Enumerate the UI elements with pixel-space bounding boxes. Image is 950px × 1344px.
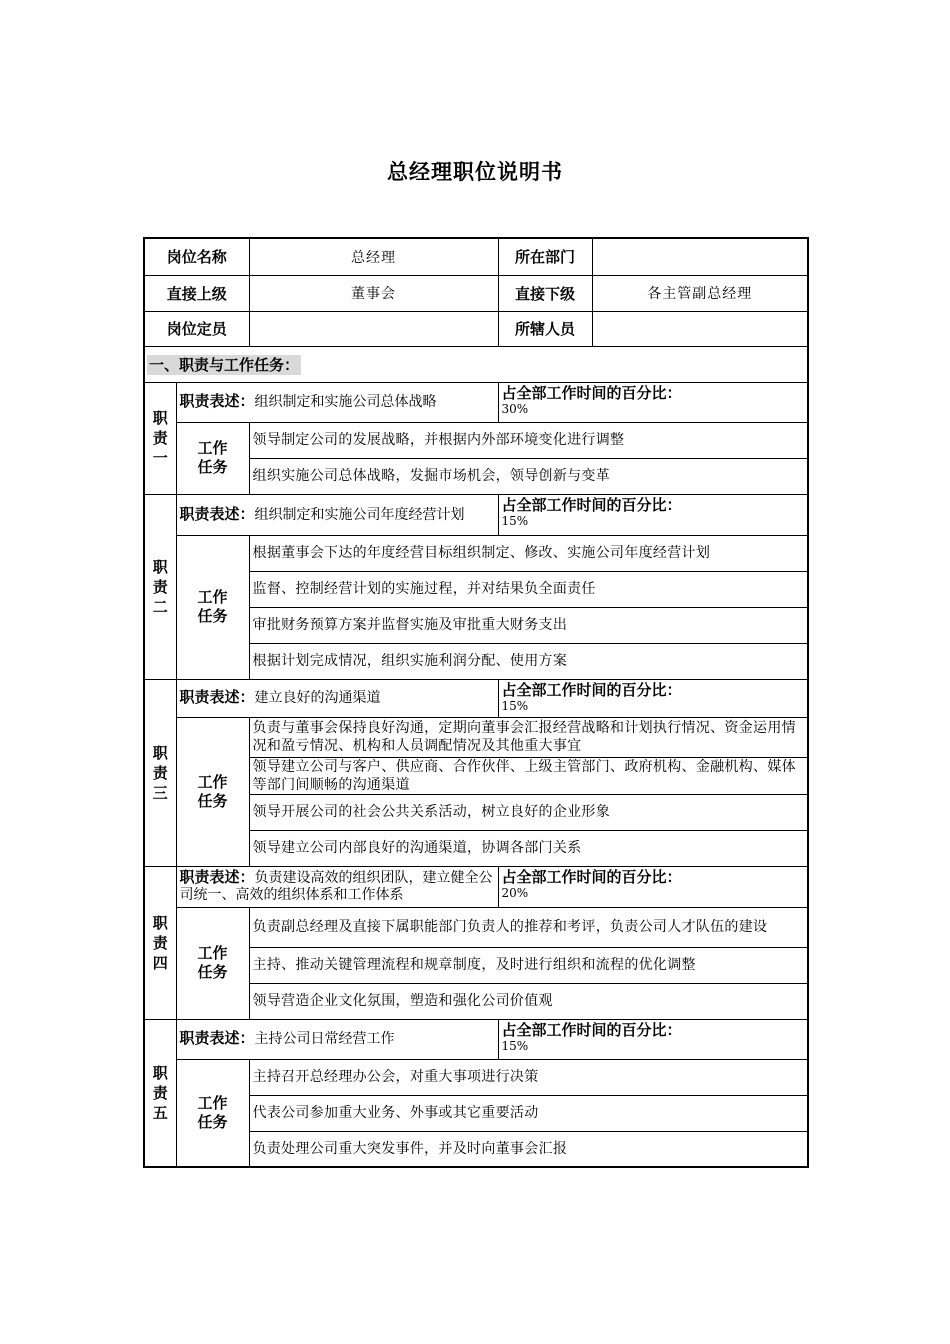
task-item: 负责与董事会保持良好沟通，定期向董事会汇报经营战略和计划执行情况、资金运用情况和盈亏情况、机构和人员调配情况及其他重大事宜 (249, 717, 808, 757)
duty-label (144, 382, 176, 494)
percent-label: 占全部工作时间的百分比： (501, 383, 682, 402)
duty-description-text: 组织制定和实施公司年度经营计划 (254, 506, 465, 523)
task-item: 领导开展公司的社会公共关系活动，树立良好的企业形象 (249, 794, 808, 830)
duty-description (176, 382, 498, 422)
duty-description (176, 866, 498, 907)
duty-description-text: 负责建设高效的组织团队，建立健全公司统一、高效的组织体系和工作体系 (179, 870, 493, 903)
desc-label: 职责表述： (179, 504, 255, 523)
task-label-line: 任务 (197, 791, 228, 810)
task-label-line: 任务 (197, 607, 228, 625)
duty-label (144, 1019, 176, 1167)
percent-value: 15% (501, 1038, 529, 1053)
task-label-line: 任务 (197, 963, 228, 981)
task-label-line: 任务 (197, 458, 228, 476)
percent-value: 15% (501, 513, 529, 528)
duty-desc-row (144, 1019, 808, 1059)
duty-description (176, 1019, 498, 1059)
percent-label: 占全部工作时间的百分比： (501, 1020, 682, 1039)
task-label-line: 工作 (197, 439, 228, 457)
headcount-value (249, 311, 498, 346)
task-label-line: 工作 (197, 944, 228, 962)
percent-label: 占全部工作时间的百分比： (501, 867, 682, 886)
subordinate-value: 各主管副总经理 (592, 275, 808, 311)
headcount-label: 岗位定员 (144, 311, 249, 346)
duty-label-char: 一 (152, 449, 168, 467)
task-label-line: 工作 (197, 1093, 228, 1112)
duty-label-char: 五 (152, 1103, 168, 1122)
task-row (144, 535, 808, 571)
task-label-line: 工作 (197, 588, 228, 606)
header-row-1 (144, 238, 808, 275)
duty-label-char: 三 (152, 783, 168, 802)
duty-label-char: 责 (152, 429, 168, 447)
task-item: 根据计划完成情况，组织实施利润分配、使用方案 (249, 643, 808, 679)
duty-percent-cell (498, 866, 808, 907)
task-label (176, 907, 249, 1019)
task-item: 主持召开总经理办公会，对重大事项进行决策 (249, 1059, 808, 1095)
duty-percent-cell (498, 382, 808, 422)
duty-label-char: 责 (152, 577, 168, 596)
task-row (144, 1059, 808, 1095)
duty-description (176, 679, 498, 717)
duty-desc-row (144, 494, 808, 535)
task-label (176, 1059, 249, 1167)
page-title: 总经理职位说明书 (387, 160, 563, 184)
task-item: 组织实施公司总体战略，发掘市场机会，领导创新与变革 (249, 458, 808, 494)
duty-desc-row (144, 382, 808, 422)
task-item: 领导建立公司与客户、供应商、合作伙伴、上级主管部门、政府机构、金融机构、媒体等部门间顺畅的沟通渠道 (249, 757, 808, 794)
task-row (144, 717, 808, 757)
desc-label: 职责表述： (179, 868, 255, 886)
percent-value: 20% (501, 885, 529, 900)
duty-label-char: 职 (152, 913, 168, 932)
duty-label-char: 职 (152, 743, 168, 762)
desc-label: 职责表述： (179, 392, 255, 410)
task-row (144, 907, 808, 947)
task-item: 代表公司参加重大业务、外事或其它重要活动 (249, 1095, 808, 1131)
duty-percent-cell (498, 679, 808, 717)
section-title: 一、职责与工作任务： (144, 346, 808, 382)
job-description-table (143, 237, 809, 1168)
task-item: 主持、推动关键管理流程和规章制度，及时进行组织和流程的优化调整 (249, 947, 808, 983)
duty-label-char: 二 (152, 597, 168, 616)
task-label-line: 工作 (197, 772, 228, 791)
department-label: 所在部门 (498, 238, 592, 275)
task-item: 审批财务预算方案并监督实施及审批重大财务支出 (249, 607, 808, 643)
task-label-line: 任务 (197, 1112, 228, 1131)
task-item: 根据董事会下达的年度经营目标组织制定、修改、实施公司年度经营计划 (249, 535, 808, 571)
duty-desc-row (144, 679, 808, 717)
staff-label: 所辖人员 (498, 311, 592, 346)
duty-description-text: 组织制定和实施公司总体战略 (254, 394, 437, 410)
duty-label-char: 职 (152, 1063, 168, 1082)
department-value (592, 238, 808, 275)
task-item: 负责处理公司重大突发事件，并及时向董事会汇报 (249, 1131, 808, 1167)
duty-label-char: 职 (152, 409, 168, 427)
task-row (144, 422, 808, 458)
task-item: 负责副总经理及直接下属职能部门负责人的推荐和考评，负责公司人才队伍的建设 (249, 907, 808, 947)
duty-label-char: 职 (152, 557, 168, 576)
task-label (176, 422, 249, 494)
duty-description-text: 主持公司日常经营工作 (254, 1031, 395, 1047)
duties-body (144, 382, 808, 1167)
duty-label (144, 494, 176, 679)
percent-label: 占全部工作时间的百分比： (501, 680, 682, 699)
duty-label (144, 679, 176, 866)
staff-value (592, 311, 808, 346)
section-row (144, 346, 808, 382)
task-item: 监督、控制经营计划的实施过程，并对结果负全面责任 (249, 571, 808, 607)
task-label (176, 717, 249, 866)
duty-description-text: 建立良好的沟通渠道 (254, 690, 381, 706)
position-name-value: 总经理 (249, 238, 498, 275)
duty-label (144, 866, 176, 1019)
subordinate-label: 直接下级 (498, 275, 592, 311)
task-item: 领导营造企业文化氛围，塑造和强化公司价值观 (249, 983, 808, 1019)
task-item: 领导制定公司的发展战略，并根据内外部环境变化进行调整 (249, 422, 808, 458)
duty-percent-cell (498, 494, 808, 535)
duty-desc-row (144, 866, 808, 907)
desc-label: 职责表述： (179, 688, 255, 706)
header-row-3 (144, 311, 808, 346)
percent-label: 占全部工作时间的百分比： (501, 495, 682, 514)
duty-label-char: 责 (152, 1083, 168, 1102)
percent-value: 15% (501, 698, 529, 713)
percent-value: 30% (501, 401, 529, 416)
desc-label: 职责表述： (179, 1029, 255, 1047)
duty-percent-cell (498, 1019, 808, 1059)
duty-label-char: 责 (152, 933, 168, 952)
task-label (176, 535, 249, 679)
superior-label: 直接上级 (144, 275, 249, 311)
duty-label-char: 责 (152, 763, 168, 782)
header-row-2 (144, 275, 808, 311)
superior-value: 董事会 (249, 275, 498, 311)
duty-description (176, 494, 498, 535)
duty-label-char: 四 (152, 953, 168, 972)
task-item: 领导建立公司内部良好的沟通渠道，协调各部门关系 (249, 830, 808, 866)
position-name-label: 岗位名称 (144, 238, 249, 275)
